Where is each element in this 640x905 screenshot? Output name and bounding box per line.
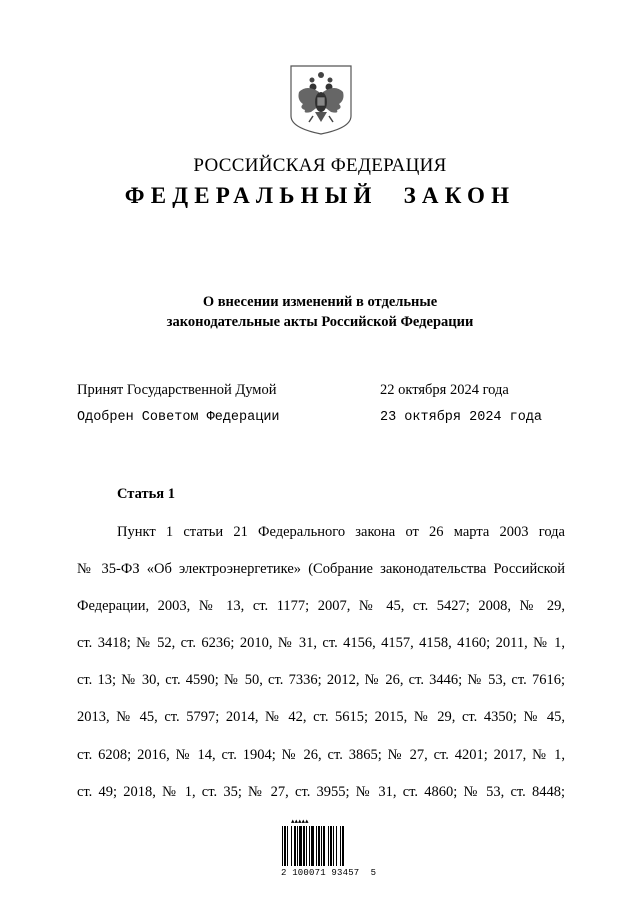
country-name: РОССИЙСКАЯ ФЕДЕРАЦИЯ bbox=[193, 155, 447, 176]
law-title-line: законодательные акты Российской Федерации bbox=[166, 314, 474, 330]
barcode-bar bbox=[323, 826, 325, 866]
barcode-bar bbox=[303, 826, 305, 866]
duma-date: 22 октября 2024 года bbox=[380, 382, 509, 398]
law-title bbox=[0, 292, 640, 332]
barcode-bar bbox=[297, 826, 298, 866]
barcode bbox=[281, 817, 377, 879]
council-date: 23 октября 2024 года bbox=[380, 410, 543, 425]
barcode-bar bbox=[299, 826, 302, 866]
barcode-number: 2 100071 93457 5 bbox=[281, 868, 377, 878]
barcode-bar bbox=[318, 826, 320, 866]
barcode-bar bbox=[321, 826, 322, 866]
article-line: № 35-ФЗ «Об электроэнергетике» (Собрание законодательства Российской bbox=[77, 561, 565, 578]
barcode-bar bbox=[342, 826, 344, 866]
barcode-bar bbox=[294, 826, 296, 866]
barcode-bar bbox=[306, 826, 307, 866]
barcode-bar bbox=[291, 826, 292, 866]
barcode-bar bbox=[340, 826, 341, 866]
article-title: Статья 1 bbox=[117, 486, 175, 502]
barcode-bar bbox=[316, 826, 317, 866]
barcode-bar bbox=[330, 826, 332, 866]
article-line: Федерации, 2003, № 13, ст. 1177; 2007, № 45, ст. 5427; 2008, № 29, bbox=[77, 598, 565, 615]
article-line: ст. 6208; 2016, № 14, ст. 1904; № 26, ст. 3865; № 27, ст. 4201; 2017, № 1, bbox=[77, 746, 565, 763]
barcode-bar bbox=[282, 826, 283, 866]
barcode-bar bbox=[333, 826, 334, 866]
barcode-bar bbox=[328, 826, 329, 866]
barcode-bar bbox=[311, 826, 314, 866]
duma-label: Принят Государственной Думой bbox=[77, 382, 277, 398]
document-type: ФЕДЕРАЛЬНЫЙ ЗАКОН bbox=[124, 183, 516, 208]
article-line: ст. 49; 2018, № 1, ст. 35; № 27, ст. 3955; № 31, ст. 4860; № 53, ст. 8448; bbox=[77, 783, 565, 800]
article-line: ст. 3418; № 52, ст. 6236; 2010, № 31, ст. 4156, 4157, 4158, 4160; 2011, № 1, bbox=[77, 635, 565, 652]
article-line: 2013, № 45, ст. 5797; 2014, № 42, ст. 5615; 2015, № 29, ст. 4350; № 45, bbox=[77, 709, 565, 726]
barcode-mark-icon: ▴▴▴▴▴ bbox=[291, 817, 309, 825]
barcode-icon bbox=[281, 826, 361, 866]
law-title-line: О внесении изменений в отдельные bbox=[202, 294, 438, 310]
article-line: ст. 13; № 30, ст. 4590; № 50, ст. 7336; 2012, № 26, ст. 3446; № 53, ст. 7616; bbox=[77, 672, 565, 689]
russian-coat-of-arms-icon bbox=[289, 64, 353, 136]
council-label: Одобрен Советом Федерации bbox=[77, 410, 280, 425]
article-body bbox=[77, 514, 565, 811]
barcode-bar bbox=[309, 826, 310, 866]
barcode-bar bbox=[336, 826, 337, 866]
article-line: Пункт 1 статьи 21 Федерального закона от 26 марта 2003 года bbox=[117, 524, 565, 540]
barcode-bar bbox=[287, 826, 288, 866]
barcode-bar bbox=[284, 826, 286, 866]
